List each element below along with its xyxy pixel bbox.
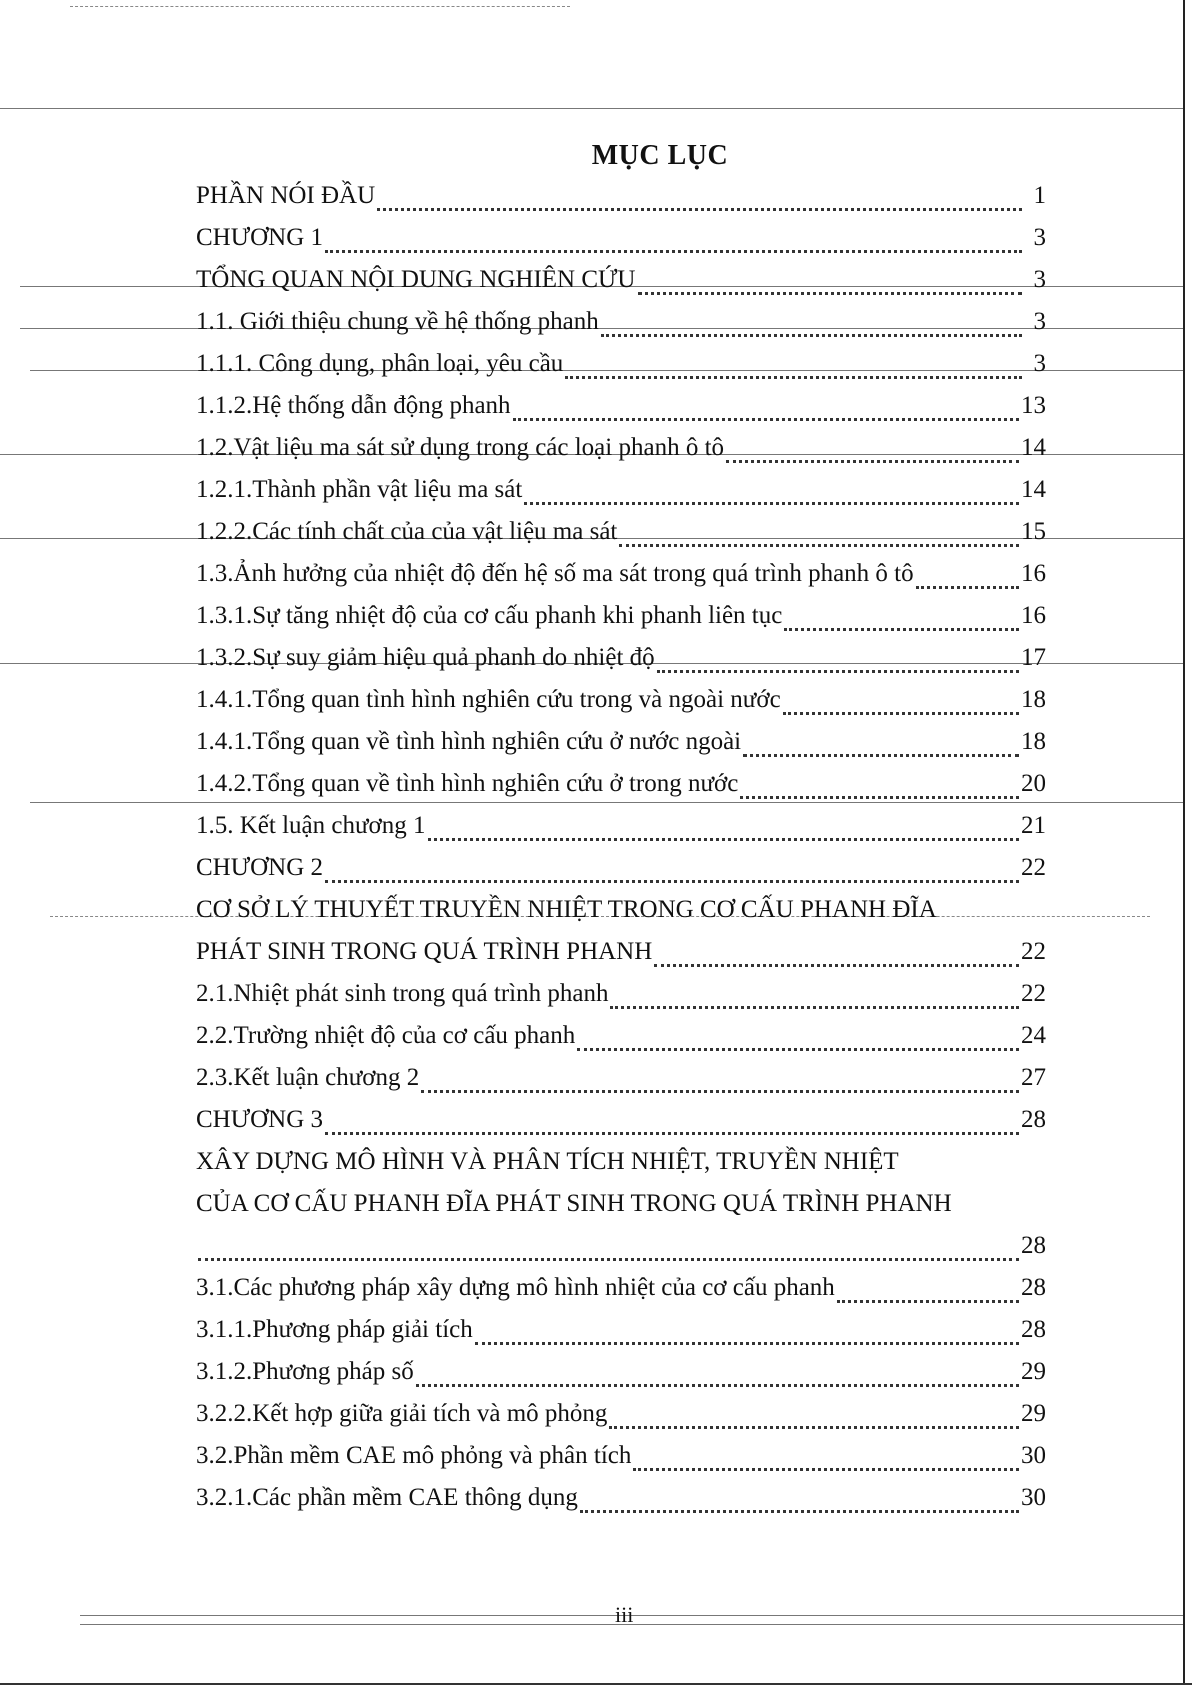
toc-leader-dots	[513, 408, 1019, 421]
toc-entry-title: 1.5. Kết luận chương 1	[196, 812, 426, 839]
toc-entry-page: 28	[1021, 1316, 1046, 1343]
page-number: iii	[615, 1602, 634, 1627]
toc-entry-page: 30	[1021, 1484, 1046, 1511]
toc-entry	[196, 1267, 1046, 1309]
page-edge-right	[1183, 0, 1185, 1685]
toc-leader-dots	[325, 870, 1019, 883]
toc-leader-dots	[377, 198, 1022, 211]
toc-entry-page: 28	[1021, 1274, 1046, 1301]
toc-entry-title: 1.1.1. Công dụng, phân loại, yêu cầu	[196, 350, 564, 377]
toc-entry-title: 1.4.1.Tổng quan về tình hình nghiên cứu ở nước ngoài	[196, 728, 742, 755]
toc-entry-page: 14	[1021, 476, 1046, 503]
toc-entry	[196, 1141, 1046, 1183]
toc-entry-page: 16	[1021, 560, 1046, 587]
toc-entry	[196, 1309, 1046, 1351]
toc-leader-dots	[325, 240, 1022, 253]
toc-entry-title: CƠ SỞ LÝ THUYẾT TRUYỀN NHIỆT TRONG CƠ CẤU PHANH ĐĨA	[196, 896, 937, 923]
toc-entry	[196, 469, 1046, 511]
toc-leader-dots	[619, 534, 1019, 547]
toc-entry	[196, 427, 1046, 469]
toc-entry	[196, 259, 1046, 301]
toc-entry-title: 3.1.Các phương pháp xây dựng mô hình nhiệt của cơ cấu phanh	[196, 1274, 835, 1301]
toc-leader-dots	[428, 828, 1019, 841]
toc-leader-dots	[654, 954, 1019, 967]
toc-entry-title: 2.1.Nhiệt phát sinh trong quá trình phanh	[196, 980, 609, 1007]
toc-entry-page: 18	[1021, 686, 1046, 713]
toc-leader-dots	[916, 576, 1019, 589]
toc-entry	[196, 1099, 1046, 1141]
toc-entry	[196, 1477, 1046, 1519]
toc-entry	[196, 1225, 1046, 1267]
toc-leader-dots	[198, 1248, 1019, 1261]
toc-leader-dots	[577, 1038, 1019, 1051]
toc-entry-page: 3	[1033, 350, 1046, 377]
toc-entry	[196, 1057, 1046, 1099]
toc-entry-page: 17	[1021, 644, 1046, 671]
toc-entry-page: 3	[1033, 266, 1046, 293]
toc-entry	[196, 1435, 1046, 1477]
toc-entry-title: 3.1.1.Phương pháp giải tích	[196, 1316, 473, 1343]
toc-entry-title: 2.3.Kết luận chương 2	[196, 1064, 420, 1091]
toc-entry-title: 1.1.2.Hệ thống dẫn động phanh	[196, 392, 511, 419]
toc-entry-page: 15	[1021, 518, 1046, 545]
toc-leader-dots	[743, 744, 1019, 757]
toc-entry	[196, 1351, 1046, 1393]
toc-leader-dots	[524, 492, 1019, 505]
toc-entry-title: 1.3.2.Sự suy giảm hiệu quả phanh do nhiệt độ	[196, 644, 655, 671]
toc-entry-page: 18	[1021, 728, 1046, 755]
toc-entry-title: 3.2.Phần mềm CAE mô phỏng và phân tích	[196, 1442, 632, 1469]
toc-entry-page: 13	[1021, 392, 1046, 419]
toc-entry-title: TỔNG QUAN NỘI DUNG NGHIÊN CỨU	[196, 266, 636, 293]
toc-leader-dots	[837, 1290, 1019, 1303]
toc-entry-title: 1.3.Ảnh hưởng của nhiệt độ đến hệ số ma sát trong quá trình phanh ô tô	[196, 560, 914, 587]
toc-entry-page: 28	[1021, 1232, 1046, 1259]
toc-entry-page: 22	[1021, 854, 1046, 881]
toc-entry-title: CỦA CƠ CẤU PHANH ĐĨA PHÁT SINH TRONG QUÁ TRÌNH PHANH	[196, 1190, 952, 1217]
toc-entry	[196, 595, 1046, 637]
toc-leader-dots	[784, 618, 1019, 631]
toc-entry-title: 3.2.1.Các phần mềm CAE thông dụng	[196, 1484, 578, 1511]
toc-entry	[196, 763, 1046, 805]
toc-entry-title: 1.1. Giới thiệu chung về hệ thống phanh	[196, 308, 599, 335]
toc-entry-title: 1.2.1.Thành phần vật liệu ma sát	[196, 476, 523, 503]
toc-entry	[196, 931, 1046, 973]
scan-artifact-line	[0, 108, 1183, 109]
toc-entry-title: CHƯƠNG 2	[196, 854, 324, 881]
toc-entry-page: 20	[1021, 770, 1046, 797]
scan-artifact-top	[70, 6, 570, 7]
toc-entry	[196, 343, 1046, 385]
toc-leader-dots	[657, 660, 1019, 673]
toc-entry-page: 3	[1033, 224, 1046, 251]
toc-leader-dots	[740, 786, 1019, 799]
toc-leader-dots	[726, 450, 1019, 463]
toc-entry-page: 29	[1021, 1358, 1046, 1385]
toc-leader-dots	[325, 1122, 1019, 1135]
toc-entry	[196, 511, 1046, 553]
toc-entry	[196, 637, 1046, 679]
toc-leader-dots	[580, 1500, 1019, 1513]
toc-entry	[196, 175, 1046, 217]
toc-entry	[196, 1015, 1046, 1057]
toc-entry	[196, 679, 1046, 721]
toc-entry-title: 1.2.Vật liệu ma sát sử dụng trong các loại phanh ô tô	[196, 434, 725, 461]
toc-entry-page: 3	[1033, 308, 1046, 335]
toc-entry-title: PHÁT SINH TRONG QUÁ TRÌNH PHANH	[196, 938, 653, 965]
toc-leader-dots	[610, 996, 1019, 1009]
toc-leader-dots	[638, 282, 1023, 295]
toc-entry-page: 30	[1021, 1442, 1046, 1469]
toc-entry	[196, 1183, 1046, 1225]
toc-entry	[196, 721, 1046, 763]
toc-entry-title: 1.2.2.Các tính chất của của vật liệu ma sát	[196, 518, 618, 545]
toc-leader-dots	[416, 1374, 1019, 1387]
toc-leader-dots	[421, 1080, 1019, 1093]
toc-entry-title: 2.2.Trường nhiệt độ của cơ cấu phanh	[196, 1022, 576, 1049]
toc-leader-dots	[475, 1332, 1019, 1345]
toc-entry-title: 3.2.2.Kết hợp giữa giải tích và mô phỏng	[196, 1400, 608, 1427]
toc-leader-dots	[783, 702, 1019, 715]
toc-entry	[196, 385, 1046, 427]
toc-entry-page: 22	[1021, 938, 1046, 965]
toc-entry-page: 29	[1021, 1400, 1046, 1427]
toc-entry	[196, 1393, 1046, 1435]
toc-leader-dots	[565, 366, 1022, 379]
toc-entry	[196, 847, 1046, 889]
toc-entry-page: 24	[1021, 1022, 1046, 1049]
toc-entry-title: 3.1.2.Phương pháp số	[196, 1358, 414, 1385]
toc-leader-dots	[601, 324, 1022, 337]
toc-entry	[196, 301, 1046, 343]
toc-entry-page: 16	[1021, 602, 1046, 629]
toc-entry-page: 28	[1021, 1106, 1046, 1133]
table-of-contents	[196, 175, 1046, 1519]
toc-entry	[196, 553, 1046, 595]
toc-entry-title: 1.3.1.Sự tăng nhiệt độ của cơ cấu phanh khi phanh liên tục	[196, 602, 783, 629]
toc-entry-title: 1.4.2.Tổng quan về tình hình nghiên cứu ở trong nước	[196, 770, 739, 797]
toc-entry-page: 21	[1021, 812, 1046, 839]
toc-leader-dots	[609, 1416, 1019, 1429]
toc-entry-page: 22	[1021, 980, 1046, 1007]
toc-leader-dots	[633, 1458, 1019, 1471]
toc-entry-page: 14	[1021, 434, 1046, 461]
toc-entry-page: 1	[1033, 182, 1046, 209]
page-title: MỤC LỤC	[591, 140, 729, 171]
toc-entry-title: XÂY DỰNG MÔ HÌNH VÀ PHÂN TÍCH NHIỆT, TRUYỀN NHIỆT	[196, 1148, 899, 1175]
toc-entry-title: 1.4.1.Tổng quan tình hình nghiên cứu trong và ngoài nước	[196, 686, 781, 713]
toc-entry-title: CHƯƠNG 1	[196, 224, 324, 251]
toc-entry-title: CHƯƠNG 3	[196, 1106, 324, 1133]
toc-entry	[196, 889, 1046, 931]
toc-entry-page: 27	[1021, 1064, 1046, 1091]
toc-entry	[196, 217, 1046, 259]
toc-entry	[196, 805, 1046, 847]
toc-entry-title: PHẦN NÓI ĐẦU	[196, 182, 376, 209]
toc-entry	[196, 973, 1046, 1015]
